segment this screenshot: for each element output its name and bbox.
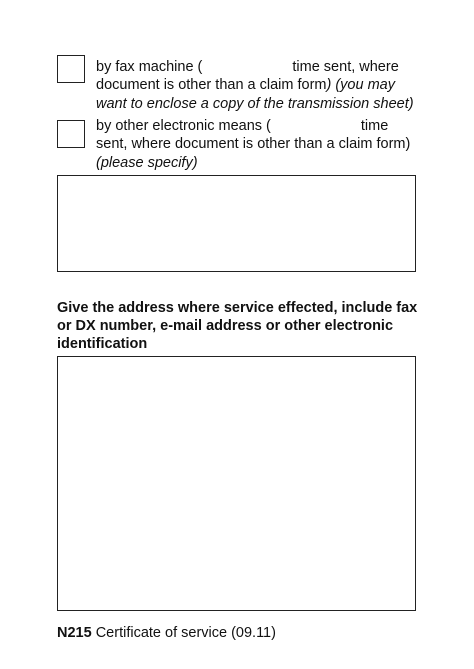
- fax-line3-italic: want to enclose a copy of the transmission sheet): [96, 96, 414, 112]
- form-title: Certificate of service (09.11): [95, 625, 276, 641]
- fax-machine-checkbox[interactable]: [57, 55, 85, 83]
- form-code: N215: [57, 625, 92, 641]
- electronic-time-sent-field[interactable]: [271, 116, 357, 130]
- electronic-line1-after: time: [360, 118, 389, 134]
- address-heading-line2: or DX number, e-mail address or other electronic: [57, 318, 394, 334]
- electronic-line3-italic: (please specify): [96, 155, 198, 171]
- fax-time-sent-field[interactable]: [202, 57, 280, 71]
- form-footer: [57, 624, 276, 642]
- fax-line1-before: by fax machine (: [96, 59, 203, 75]
- address-heading: [57, 299, 437, 353]
- electronic-line1-before: by other electronic means (: [96, 118, 271, 134]
- electronic-line2: sent, where document is other than a claim form): [96, 136, 411, 152]
- electronic-means-checkbox[interactable]: [57, 120, 85, 148]
- address-heading-line1: Give the address where service effected, include fax: [57, 300, 418, 316]
- electronic-means-specify-box[interactable]: [57, 175, 416, 272]
- fax-line1-after: time sent, where: [292, 59, 399, 75]
- fax-line2-italic: ) (you may: [326, 77, 395, 93]
- service-address-box[interactable]: [57, 356, 416, 611]
- fax-line2-regular: document is other than a claim form: [96, 77, 327, 93]
- address-heading-line3: identification: [57, 336, 148, 352]
